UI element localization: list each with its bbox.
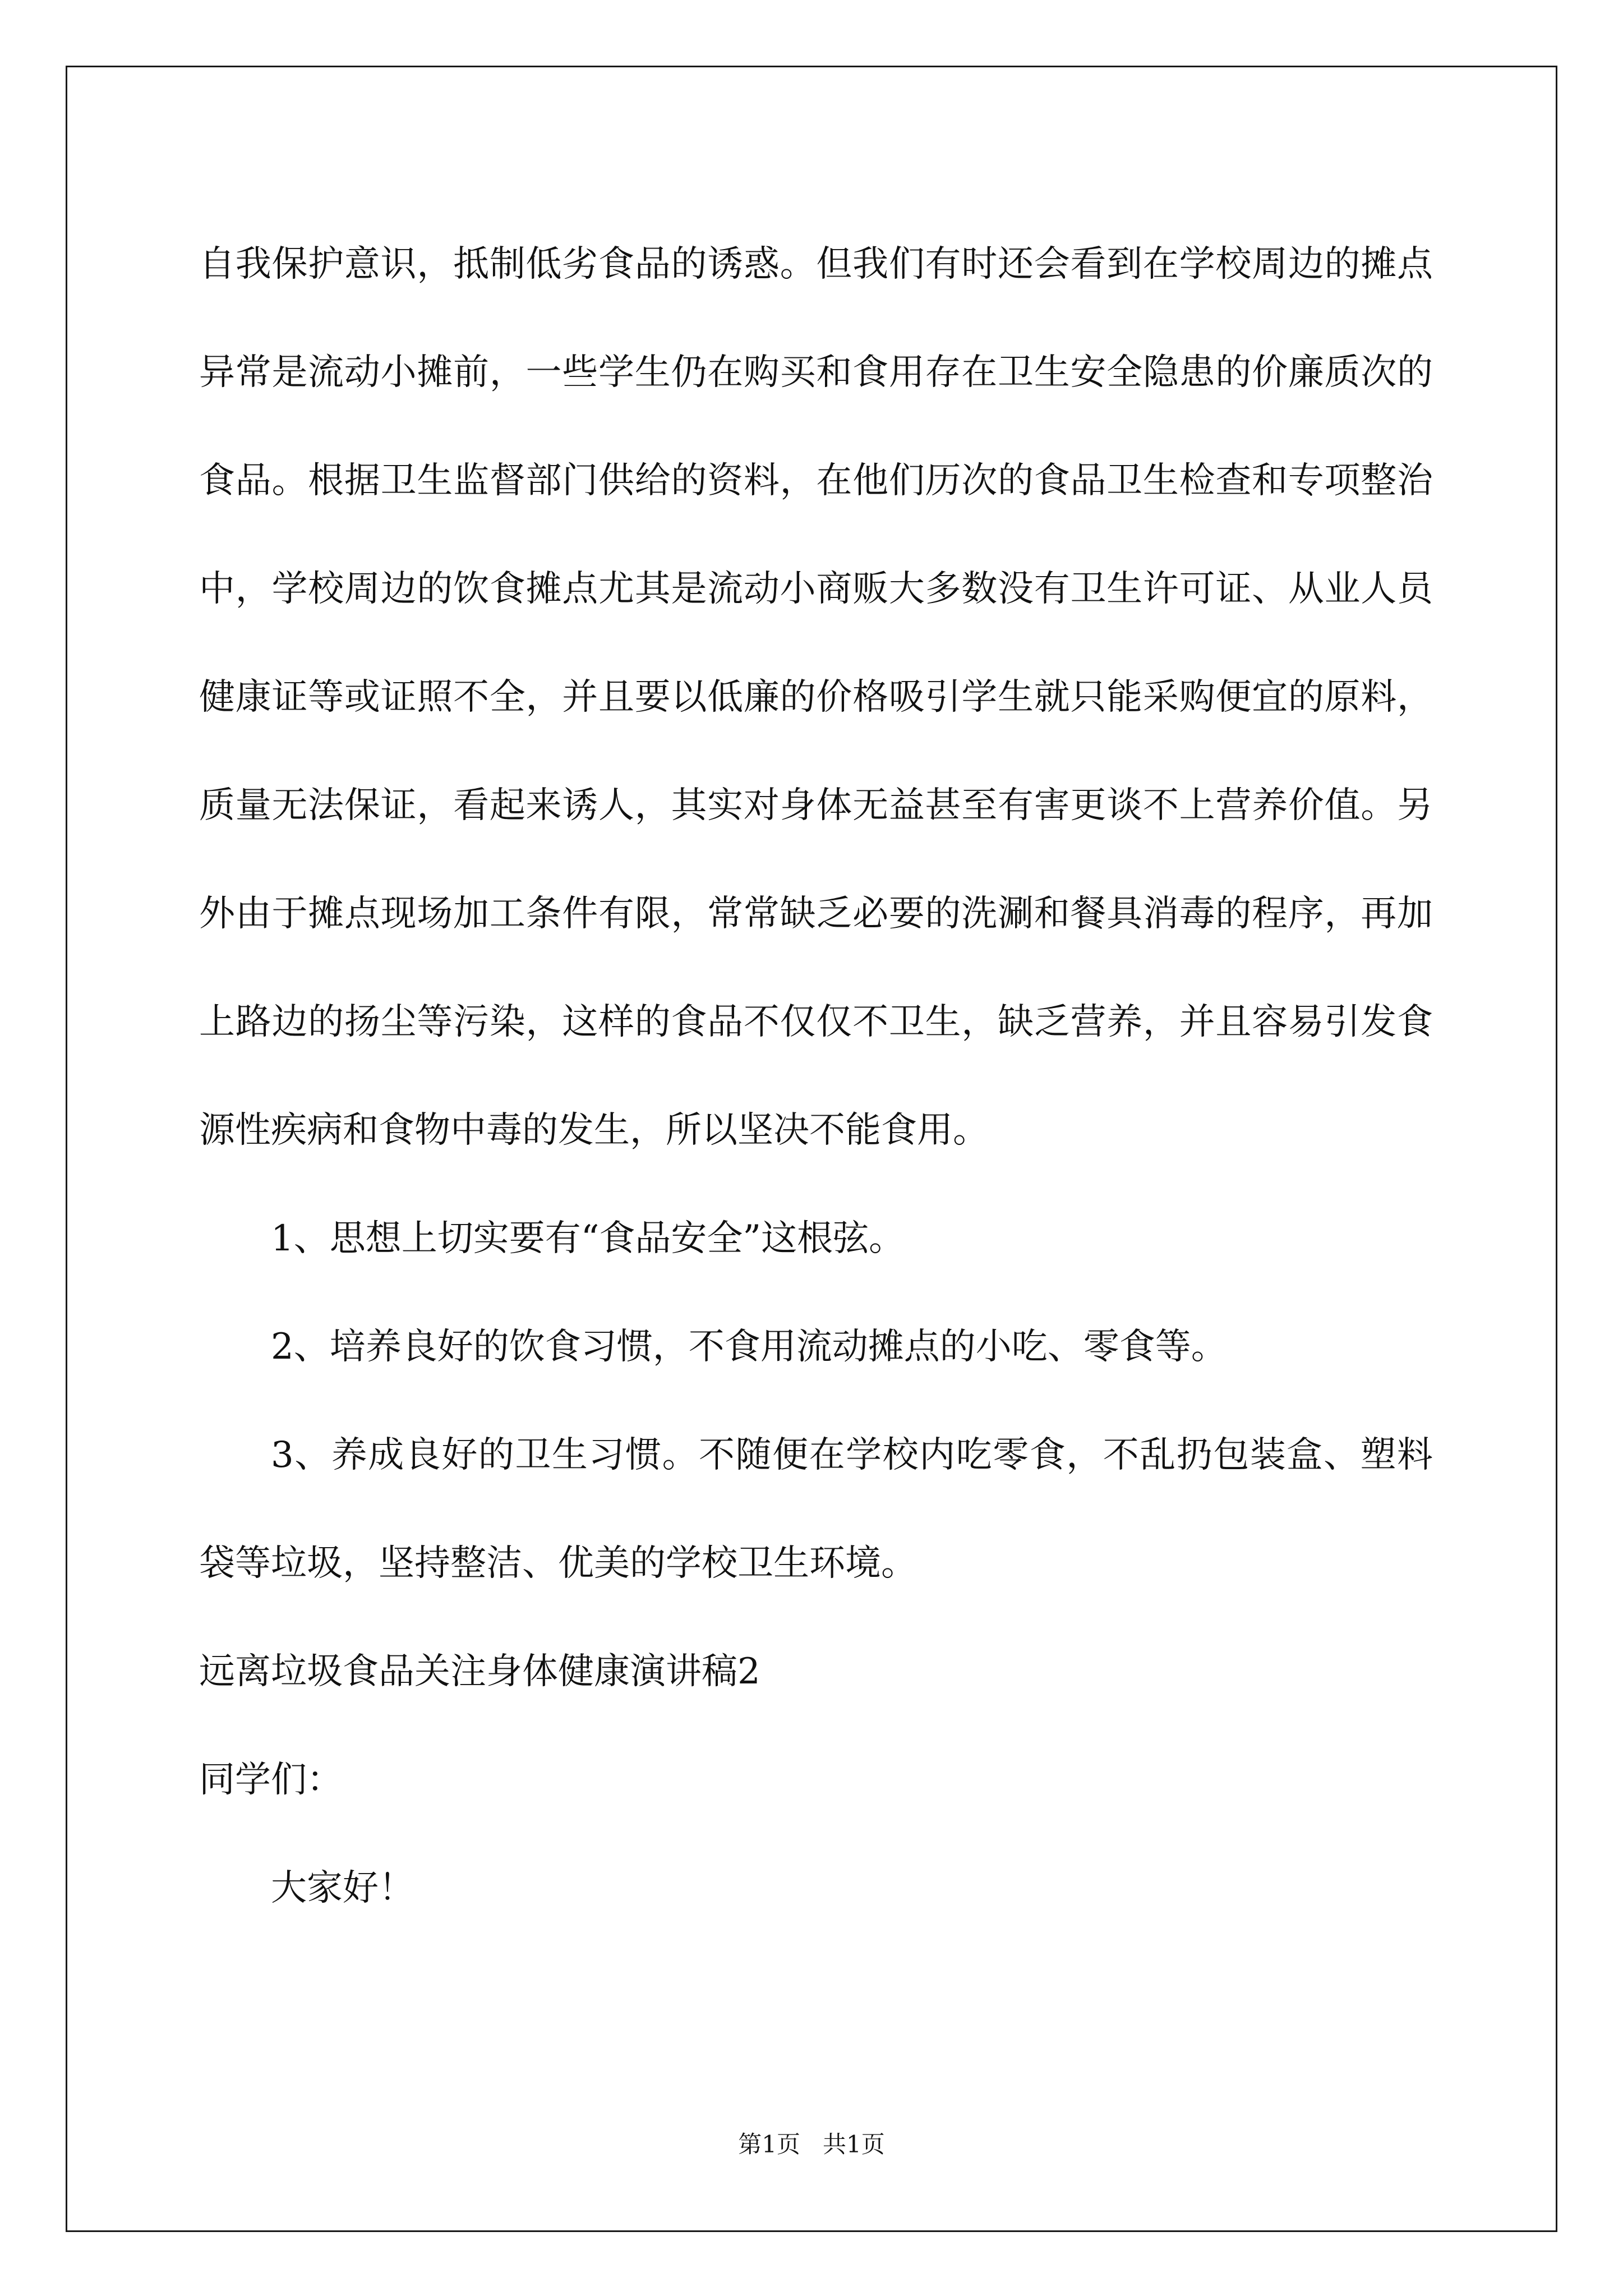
page-number-footer: 第1页 共1页 <box>738 2131 885 2158</box>
list-item-3: 3、养成良好的卫生习惯。不随便在学校内吃零食，不乱扔包装盒、塑料袋等垃圾，坚持整洁、优美的学校卫生环境。 <box>199 1434 1433 1584</box>
salutation: 同学们： <box>199 1759 343 1801</box>
list-item-1: 1、思想上切实要有“食品安全”这根弦。 <box>271 1218 905 1259</box>
paragraph-self-protection: 自我保护意识，抵制低劣食品的诱惑。但我们有时还会看到在学校周边的摊点异常是流动小摊前，一些学生仍在购买和食用存在卫生安全隐患的价廉质次的食品。根据卫生监督部门供给的资料，在他们历次的食品卫生检查和专项整治中，学校周边的饮食摊点尤其是流动小商贩大多数没有卫生许可证、从业人员健康证等或证照不全，并且要以低廉的价格吸引学生就只能采购便宜的原料，质量无法保证，看起来诱人，其实对身体无益甚至有害更谈不上营养价值。另外由于摊点现场加工条件有限，常常缺乏必要的洗涮和餐具消毒的程序，再加上路边的扬尘等污染，这样的食品不仅仅不卫生，缺乏营养，并且容易引发食源性疾病和食物中毒的发生，所以坚决不能食用。 <box>199 243 1433 1151</box>
section-title: 远离垃圾食品关注身体健康演讲稿2 <box>199 1651 760 1692</box>
list-item-2: 2、培养良好的饮食习惯，不食用流动摊点的小吃、零食等。 <box>271 1326 1227 1368</box>
document-body <box>199 210 1433 1943</box>
greeting: 大家好！ <box>271 1867 414 1909</box>
